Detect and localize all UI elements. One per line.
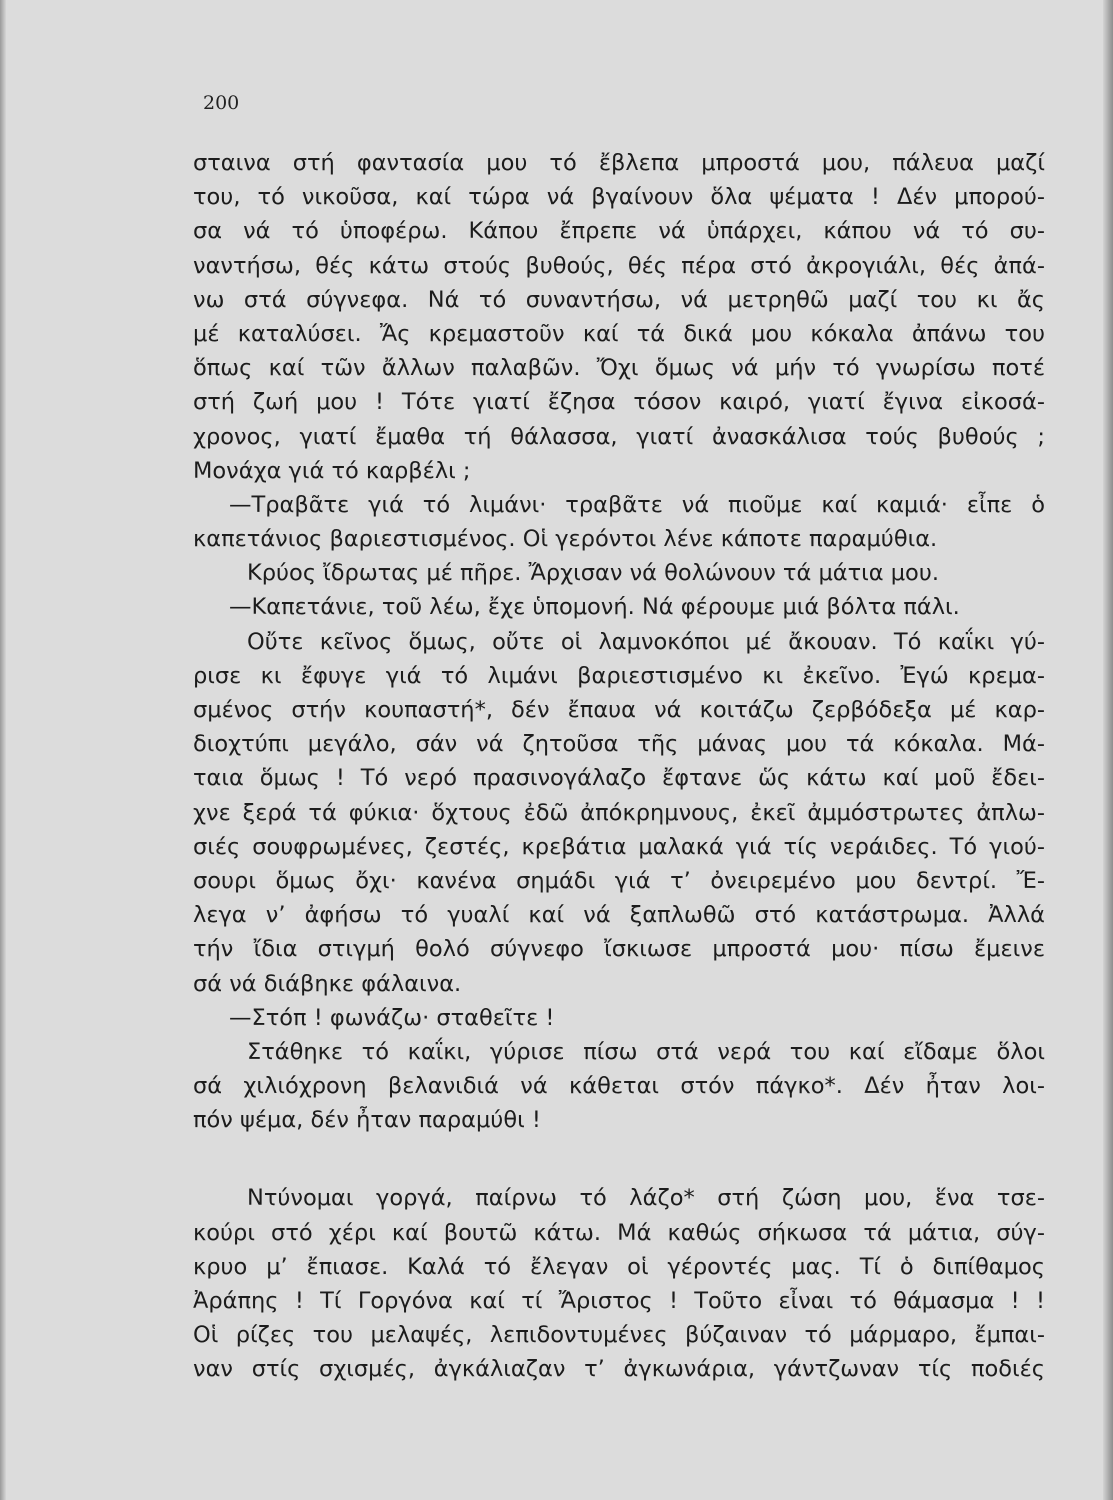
text-line: —Στόπ ! φωνάζω· σταθεῖτε ! (229, 1004, 555, 1031)
scan-edge-right (1103, 0, 1113, 1500)
text-line: Κρύος ἴδρωτας μέ πῆρε. Ἄρχισαν νά θολώνουν τά μάτια μου. (247, 560, 939, 587)
text-line: Μονάχα γιά τό καρβέλι ; (193, 457, 471, 484)
text-line: πόν ψέμα, δέν ἦταν παραμύθι ! (193, 1107, 541, 1134)
text-line: χρονος, γιατί ἔμαθα τή θάλασσα, γιατί ἀνασκάλισα τούς βυθούς ; (193, 423, 1045, 450)
page-number: 200 (203, 92, 240, 114)
text-line: σταινα στή φαντασία μου τό ἔβλεπα μπροστά μου, πάλευα μαζί (193, 150, 1045, 176)
text-line: σουρι ὅμως ὄχι· κανένα σημάδι γιά τ’ ὀνειρεμένο μου δεντρί. Ἔ- (193, 867, 1045, 894)
text-line: Στάθηκε τό καΐκι, γύρισε πίσω στά νερά του καί εἴδαμε ὅλοι (247, 1038, 1045, 1065)
text-line: ρισε κι ἔφυγε γιά τό λιμάνι βαριεστισμένο κι ἐκεῖνο. Ἐγώ κρεμα- (193, 662, 1045, 689)
paragraph (193, 1035, 1045, 1138)
text-line: σα νά τό ὑποφέρω. Κάπου ἔπρεπε νά ὑπάρχει, κάπου νά τό συ- (193, 218, 1045, 245)
text-line: καπετάνιος βαριεστισμένος. Οἱ γερόντοι λένε κάποτε παραμύθια. (193, 526, 938, 553)
text-line: σμένος στήν κουπαστή*, δέν ἔπαυα νά κοιτάζω ζερβόδεξα μέ καρ- (193, 697, 1045, 723)
text-line: σά χιλιόχρονη βελανιδιά νά κάθεται στόν πάγκο*. Δέν ἦταν λοι- (193, 1073, 1045, 1100)
text-line: στή ζωή μου ! Τότε γιατί ἔζησα τόσον καιρό, γιατί ἔγινα εἰκοσά- (193, 389, 1045, 416)
text-line: του, τό νικοῦσα, καί τώρα νά βγαίνουν ὅλα ψέματα ! Δέν μπορού- (193, 184, 1045, 211)
text-line: Οἱ ρίζες του μελαψές, λεπιδοντυμένες βύζαιναν τό μάρμαρο, ἔμπαι- (193, 1322, 1045, 1349)
text-line: ταια ὅμως ! Τό νερό πρασινογάλαζο ἔφτανε ὥς κάτω καί μοῦ ἔδει- (193, 765, 1045, 792)
section-gap (193, 1137, 1045, 1181)
text-line: —Τραβᾶτε γιά τό λιμάνι· τραβᾶτε νά πιοῦμε καί καμιά· εἶπε ὁ (229, 491, 1045, 518)
text-line: τήν ἴδια στιγμή θολό σύγνεφο ἴσκιωσε μπροστά μου· πίσω ἔμεινε (193, 936, 1045, 963)
text-line: κούρι στό χέρι καί βουτῶ κάτω. Μά καθώς σήκωσα τά μάτια, σύγ- (193, 1219, 1045, 1246)
scan-edge-left (0, 0, 6, 1500)
text-line: Οὔτε κεῖνος ὅμως, οὔτε οἱ λαμνοκόποι μέ ἄκουαν. Τό καΐκι γύ- (247, 628, 1045, 655)
paragraph (193, 556, 1045, 590)
text-line: χνε ξερά τά φύκια· ὅχτους ἐδῶ ἀπόκρημνους, ἐκεῖ ἀμμόστρωτες ἀπλω- (193, 799, 1045, 826)
body-text (193, 146, 1045, 1387)
text-line: ναντήσω, θές κάτω στούς βυθούς, θές πέρα στό ἀκρογιάλι, θές ἀπά- (193, 252, 1045, 279)
text-line: Ντύνομαι γοργά, παίρνω τό λάζο* στή ζώση μου, ἕνα τσε- (247, 1185, 1045, 1212)
paragraph (193, 146, 1045, 488)
text-line: ναν στίς σχισμές, ἀγκάλιαζαν τ’ ἀγκωνάρια, γάντζωναν τίς ποδιές (193, 1356, 1045, 1383)
paragraph (193, 625, 1045, 1001)
text-line: λεγα ν’ ἀφήσω τό γυαλί καί νά ξαπλωθῶ στό κατάστρωμα. Ἀλλά (193, 902, 1045, 929)
text-line: νω στά σύγνεφα. Νά τό συναντήσω, νά μετρηθῶ μαζί του κι ἄς (193, 286, 1045, 313)
text-line: —Καπετάνιε, τοῦ λέω, ἔχε ὑπομονή. Νά φέρουμε μιά βόλτα πάλι. (229, 594, 960, 621)
text-line: κρυο μ’ ἔπιασε. Καλά τό ἔλεγαν οἱ γέροντές μας. Τί ὁ διπίθαμος (193, 1253, 1045, 1280)
text-line: μέ καταλύσει. Ἄς κρεμαστοῦν καί τά δικά μου κόκαλα ἀπάνω του (193, 320, 1045, 347)
text-line: Ἀράπης ! Τί Γοργόνα καί τί Ἄριστος ! Τοῦτο εἶναι τό θάμασμα ! ! (193, 1288, 1045, 1314)
text-line: διοχτύπι μεγάλο, σάν νά ζητοῦσα τῆς μάνας μου τά κόκαλα. Μά- (193, 731, 1045, 758)
text-line: ὅπως καί τῶν ἄλλων παλαβῶν. Ὄχι ὅμως νά μήν τό γνωρίσω ποτέ (193, 355, 1045, 382)
paragraph (193, 1181, 1045, 1386)
paragraph (193, 590, 1045, 624)
paragraph (193, 488, 1045, 556)
text-line: σιές σουφρωμένες, ζεστές, κρεβάτια μαλακά γιά τίς νεράιδες. Τό γιού- (193, 833, 1045, 860)
paragraph (193, 1001, 1045, 1035)
text-line: σά νά διάβηκε φάλαινα. (193, 970, 462, 997)
